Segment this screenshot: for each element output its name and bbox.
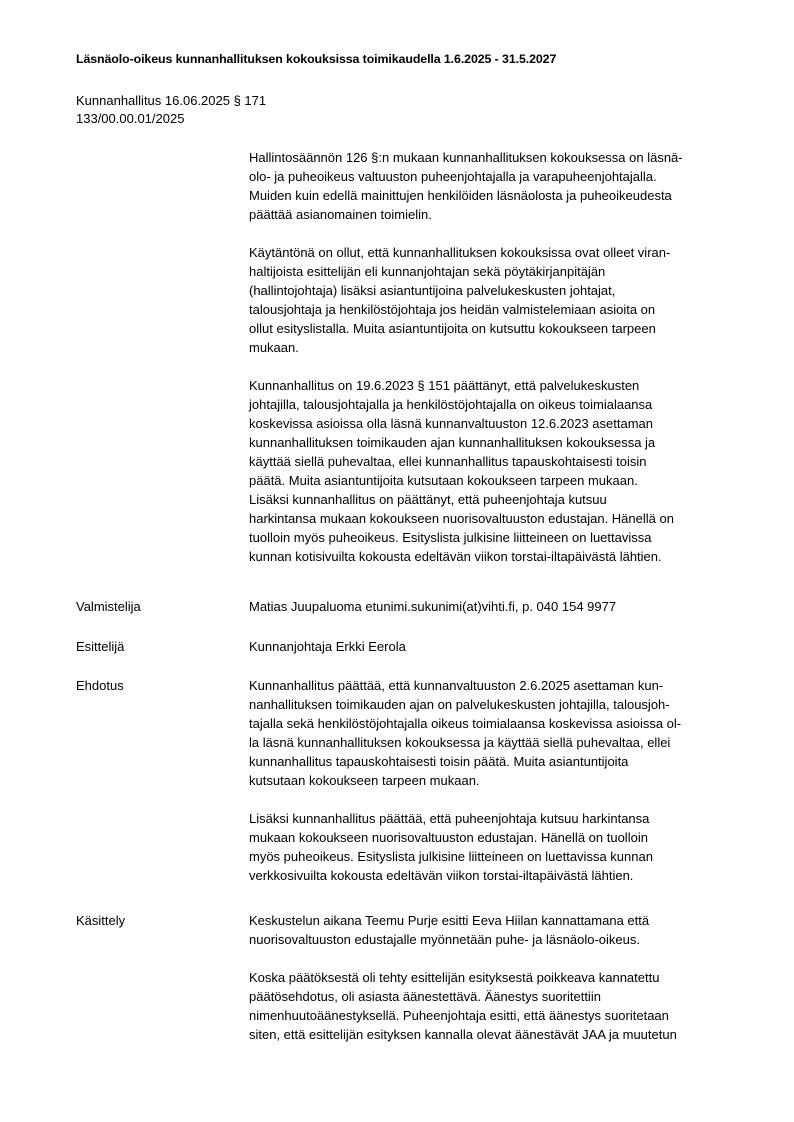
valmistelija-label: Valmistelija — [76, 599, 141, 614]
valmistelija-value: Matias Juupaluoma etunimi.sukunimi(at)vihti.fi, p. 040 154 9977 — [249, 599, 617, 614]
esittelija-label: Esittelijä — [76, 639, 125, 654]
intro-paragraph-2: Käytäntönä on ollut, että kunnanhallituksen kokouksissa ovat olleet viran- haltijoista esittelijän eli kunnanjohtajan sekä pöytäkirjanpitäjän (hallintojohtaja) lisäksi asiantuntijoina palvelukeskusten johtajat, talousjohtaja ja henkilöstöjohtaja jos heidän valmistelemiaan asioita on ollut esityslistalla. Muita asiantuntijoita on kutsuttu kokoukseen tarpeen mukaan. — [249, 245, 671, 355]
esittelija-value: Kunnanjohtaja Erkki Eerola — [249, 639, 406, 654]
kasittely-paragraph-1: Keskustelun aikana Teemu Purje esitti Eeva Hiilan kannattamana että nuorisovaltuuston edustajalle myönnetään puhe- ja läsnäolo-oikeus. — [249, 913, 650, 947]
kasittely-section — [249, 911, 739, 1063]
meeting-reference: Kunnanhallitus 16.06.2025 § 171 — [76, 93, 267, 108]
ehdotus-paragraph-2: Lisäksi kunnanhallitus päättää, että puheenjohtaja kutsuu harkintansa mukaan kokoukseen nuorisovaltuuston edustajan. Hänellä on tuolloin myös puheoikeus. Esityslista julkisine liitteineen on luettavissa kunnan verkkosivuilta kokousta edeltävän viikon torstai-iltapäivästä lähtien. — [249, 811, 653, 883]
document-title: Läsnäolo-oikeus kunnanhallituksen kokouksissa toimikaudella 1.6.2025 - 31.5.2027 — [76, 52, 557, 66]
kasittely-paragraph-2: Koska päätöksestä oli tehty esittelijän esityksestä poikkeava kannatettu päätösehdotus, oli asiasta äänestettävä. Äänestys suoritettiin nimenhuutoäänestyksellä. Puheenjohtaja esitti, että äänestys suoritetaan siten, että esittelijän esityksen kannalla olevat äänestävät JAA ja muutetun — [249, 970, 677, 1042]
intro-section — [249, 148, 739, 585]
intro-paragraph-3: Kunnanhallitus on 19.6.2023 § 151 päättänyt, että palvelukeskusten johtajilla, talousjohtajalla ja henkilöstöjohtajalla on oikeus toimialaansa koskevissa asioissa olla läsnä kunnanvaltuuston 12.6.2023 asettaman kunnanhallituksen toimikauden ajan kunnanhallituksen kokouksessa ja käyttää siellä puhevaltaa, ellei kunnanhallitus tapauskohtaisesti toisin päätä. Muita asiantuntijoita kutsutaan kokoukseen tarpeen mukaan. Lisäksi kunnanhallitus on päättänyt, että puheenjohtaja kutsuu harkintansa mukaan kokoukseen nuorisovaltuuston edustajan. Hänellä on tuolloin myös puheoikeus. Esityslista julkisine liitteineen on luettavissa kunnan kotisivuilta kokousta edeltävän viikon torstai-iltapäivästä lähtien. — [249, 378, 674, 564]
meeting-meta — [76, 92, 266, 128]
ehdotus-label: Ehdotus — [76, 678, 124, 693]
ehdotus-paragraph-1: Kunnanhallitus päättää, että kunnanvaltuuston 2.6.2025 asettaman kun- nanhallituksen toimikauden ajan on palvelukeskusten johtajilla, talousjoh- tajalla sekä henkilöstöjohtajalla oikeus toimialaansa koskevissa asioissa ol- la läsnä kunnanhallituksen kokouksessa ja käyttää siellä puhevaltaa, ellei kunnanhallitus tapauskohtaisesti toisin päätä. Muita asiantuntijoita kutsutaan kokoukseen tarpeen mukaan. — [249, 678, 682, 788]
intro-paragraph-1: Hallintosäännön 126 §:n mukaan kunnanhallituksen kokouksessa on läsnä- olo- ja puheoikeus valtuuston puheenjohtajalla ja varapuheenjohtajalla. Muiden kuin edellä mainittujen henkilöiden läsnäolosta ja puheoikeudesta päättää asianomainen toimielin. — [249, 150, 683, 222]
record-number: 133/00.00.01/2025 — [76, 111, 185, 126]
ehdotus-section — [249, 676, 739, 904]
kasittely-label: Käsittely — [76, 913, 126, 928]
